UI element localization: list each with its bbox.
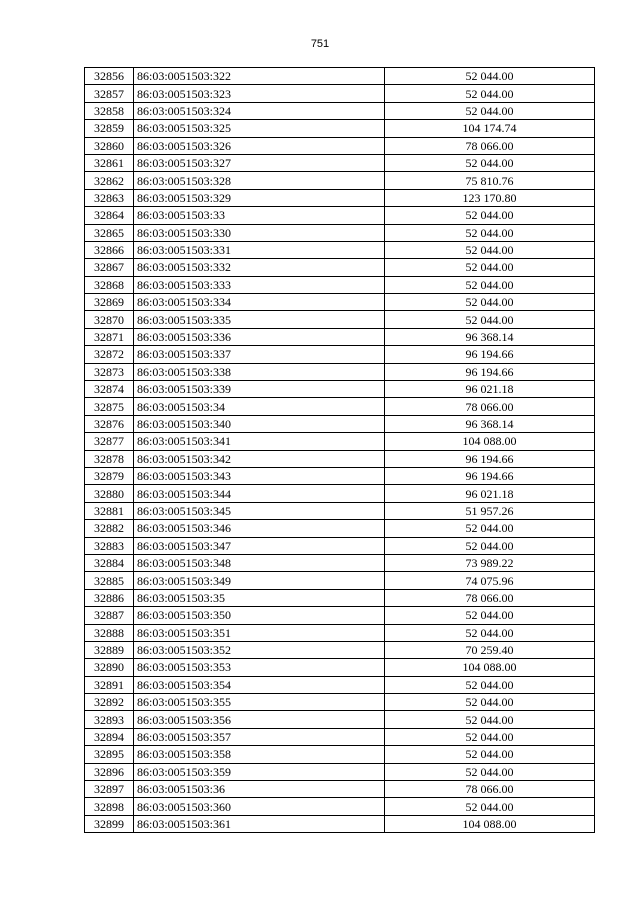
table-row	[85, 85, 595, 102]
table-row	[85, 259, 595, 276]
cadastral-value-cell: 52 044.00	[385, 711, 595, 728]
row-number-cell: 32898	[85, 798, 134, 815]
cadastral-number-cell: 86:03:0051503:357	[134, 728, 385, 745]
table-row	[85, 450, 595, 467]
table-row	[85, 624, 595, 641]
table-row	[85, 311, 595, 328]
table-row	[85, 120, 595, 137]
table-row	[85, 746, 595, 763]
table-row	[85, 68, 595, 85]
row-number-cell: 32895	[85, 746, 134, 763]
table-row	[85, 711, 595, 728]
row-number-cell: 32875	[85, 398, 134, 415]
table-row	[85, 102, 595, 119]
table-row	[85, 641, 595, 658]
cadastral-number-cell: 86:03:0051503:359	[134, 763, 385, 780]
row-number-cell: 32859	[85, 120, 134, 137]
row-number-cell: 32884	[85, 554, 134, 571]
row-number-cell: 32888	[85, 624, 134, 641]
row-number-cell: 32866	[85, 241, 134, 258]
cadastral-value-cell: 96 194.66	[385, 363, 595, 380]
row-number-cell: 32857	[85, 85, 134, 102]
row-number-cell: 32863	[85, 189, 134, 206]
row-number-cell: 32862	[85, 172, 134, 189]
table-row	[85, 189, 595, 206]
table-row	[85, 241, 595, 258]
cadastral-value-cell: 104 088.00	[385, 815, 595, 832]
row-number-cell: 32889	[85, 641, 134, 658]
cadastral-number-cell: 86:03:0051503:322	[134, 68, 385, 85]
row-number-cell: 32872	[85, 346, 134, 363]
cadastral-value-cell: 52 044.00	[385, 676, 595, 693]
table-row	[85, 363, 595, 380]
cadastral-value-cell: 52 044.00	[385, 694, 595, 711]
cadastral-value-cell: 78 066.00	[385, 137, 595, 154]
cadastral-number-cell: 86:03:0051503:327	[134, 154, 385, 171]
table-row	[85, 172, 595, 189]
cadastral-value-cell: 52 044.00	[385, 520, 595, 537]
cadastral-value-cell: 78 066.00	[385, 398, 595, 415]
row-number-cell: 32899	[85, 815, 134, 832]
table-row	[85, 415, 595, 432]
cadastral-value-cell: 70 259.40	[385, 641, 595, 658]
cadastral-number-cell: 86:03:0051503:361	[134, 815, 385, 832]
row-number-cell: 32869	[85, 294, 134, 311]
cadastral-value-cell: 96 368.14	[385, 328, 595, 345]
table-row	[85, 346, 595, 363]
row-number-cell: 32882	[85, 520, 134, 537]
cadastral-value-cell: 104 088.00	[385, 433, 595, 450]
cadastral-value-cell: 96 194.66	[385, 450, 595, 467]
table-row	[85, 294, 595, 311]
row-number-cell: 32893	[85, 711, 134, 728]
row-number-cell: 32870	[85, 311, 134, 328]
table-row	[85, 572, 595, 589]
table-row	[85, 607, 595, 624]
cadastral-value-cell: 96 021.18	[385, 485, 595, 502]
row-number-cell: 32876	[85, 415, 134, 432]
cadastral-value-cell: 52 044.00	[385, 68, 595, 85]
row-number-cell: 32881	[85, 502, 134, 519]
cadastral-number-cell: 86:03:0051503:360	[134, 798, 385, 815]
cadastral-number-cell: 86:03:0051503:352	[134, 641, 385, 658]
row-number-cell: 32894	[85, 728, 134, 745]
row-number-cell: 32890	[85, 659, 134, 676]
cadastral-value-cell: 78 066.00	[385, 781, 595, 798]
row-number-cell: 32865	[85, 224, 134, 241]
row-number-cell: 32856	[85, 68, 134, 85]
cadastral-number-cell: 86:03:0051503:340	[134, 415, 385, 432]
row-number-cell: 32874	[85, 381, 134, 398]
cadastral-value-cell: 52 044.00	[385, 763, 595, 780]
cadastral-number-cell: 86:03:0051503:339	[134, 381, 385, 398]
table-row	[85, 207, 595, 224]
cadastral-number-cell: 86:03:0051503:348	[134, 554, 385, 571]
cadastral-value-cell: 52 044.00	[385, 259, 595, 276]
row-number-cell: 32885	[85, 572, 134, 589]
table-row	[85, 433, 595, 450]
table-row	[85, 728, 595, 745]
cadastral-number-cell: 86:03:0051503:330	[134, 224, 385, 241]
row-number-cell: 32880	[85, 485, 134, 502]
cadastral-value-cell: 123 170.80	[385, 189, 595, 206]
table-row	[85, 381, 595, 398]
cadastral-number-cell: 86:03:0051503:337	[134, 346, 385, 363]
table-row	[85, 781, 595, 798]
cadastral-value-cell: 96 194.66	[385, 346, 595, 363]
row-number-cell: 32886	[85, 589, 134, 606]
cadastral-value-cell: 52 044.00	[385, 276, 595, 293]
row-number-cell: 32877	[85, 433, 134, 450]
row-number-cell: 32896	[85, 763, 134, 780]
cadastral-number-cell: 86:03:0051503:347	[134, 537, 385, 554]
cadastral-number-cell: 86:03:0051503:35	[134, 589, 385, 606]
cadastral-number-cell: 86:03:0051503:354	[134, 676, 385, 693]
cadastral-value-cell: 52 044.00	[385, 607, 595, 624]
cadastral-number-cell: 86:03:0051503:36	[134, 781, 385, 798]
cadastral-number-cell: 86:03:0051503:334	[134, 294, 385, 311]
row-number-cell: 32858	[85, 102, 134, 119]
cadastral-number-cell: 86:03:0051503:336	[134, 328, 385, 345]
cadastral-value-cell: 52 044.00	[385, 224, 595, 241]
cadastral-number-cell: 86:03:0051503:332	[134, 259, 385, 276]
cadastral-value-cell: 52 044.00	[385, 537, 595, 554]
page-number: 751	[310, 38, 330, 50]
cadastral-number-cell: 86:03:0051503:345	[134, 502, 385, 519]
cadastral-value-cell: 52 044.00	[385, 746, 595, 763]
table-row	[85, 554, 595, 571]
cadastral-number-cell: 86:03:0051503:349	[134, 572, 385, 589]
cadastral-number-cell: 86:03:0051503:328	[134, 172, 385, 189]
table-row	[85, 815, 595, 832]
cadastral-value-cell: 104 088.00	[385, 659, 595, 676]
cadastral-number-cell: 86:03:0051503:358	[134, 746, 385, 763]
cadastral-number-cell: 86:03:0051503:326	[134, 137, 385, 154]
table-row	[85, 398, 595, 415]
table-row	[85, 537, 595, 554]
table-body	[85, 68, 595, 833]
row-number-cell: 32883	[85, 537, 134, 554]
cadastral-value-cell: 52 044.00	[385, 207, 595, 224]
cadastral-number-cell: 86:03:0051503:356	[134, 711, 385, 728]
cadastral-number-cell: 86:03:0051503:341	[134, 433, 385, 450]
cadastral-value-cell: 51 957.26	[385, 502, 595, 519]
cadastral-value-cell: 96 368.14	[385, 415, 595, 432]
table-row	[85, 798, 595, 815]
row-number-cell: 32878	[85, 450, 134, 467]
table-row	[85, 676, 595, 693]
cadastral-number-cell: 86:03:0051503:335	[134, 311, 385, 328]
cadastral-value-cell: 74 075.96	[385, 572, 595, 589]
cadastral-value-cell: 96 021.18	[385, 381, 595, 398]
cadastral-number-cell: 86:03:0051503:344	[134, 485, 385, 502]
cadastral-number-cell: 86:03:0051503:350	[134, 607, 385, 624]
table-row	[85, 328, 595, 345]
cadastral-value-cell: 52 044.00	[385, 798, 595, 815]
cadastral-number-cell: 86:03:0051503:355	[134, 694, 385, 711]
table-row	[85, 154, 595, 171]
cadastral-value-table	[84, 67, 595, 833]
row-number-cell: 32879	[85, 467, 134, 484]
cadastral-number-cell: 86:03:0051503:351	[134, 624, 385, 641]
cadastral-number-cell: 86:03:0051503:346	[134, 520, 385, 537]
table-row	[85, 659, 595, 676]
cadastral-value-cell: 52 044.00	[385, 311, 595, 328]
cadastral-value-cell: 52 044.00	[385, 241, 595, 258]
table-row	[85, 502, 595, 519]
cadastral-number-cell: 86:03:0051503:323	[134, 85, 385, 102]
cadastral-number-cell: 86:03:0051503:34	[134, 398, 385, 415]
row-number-cell: 32887	[85, 607, 134, 624]
cadastral-number-cell: 86:03:0051503:338	[134, 363, 385, 380]
table-row	[85, 485, 595, 502]
cadastral-number-cell: 86:03:0051503:342	[134, 450, 385, 467]
cadastral-value-cell: 52 044.00	[385, 102, 595, 119]
cadastral-value-cell: 52 044.00	[385, 154, 595, 171]
table-row	[85, 276, 595, 293]
row-number-cell: 32892	[85, 694, 134, 711]
cadastral-value-cell: 104 174.74	[385, 120, 595, 137]
cadastral-value-cell: 52 044.00	[385, 85, 595, 102]
row-number-cell: 32867	[85, 259, 134, 276]
cadastral-value-cell: 52 044.00	[385, 294, 595, 311]
row-number-cell: 32891	[85, 676, 134, 693]
cadastral-number-cell: 86:03:0051503:333	[134, 276, 385, 293]
cadastral-number-cell: 86:03:0051503:324	[134, 102, 385, 119]
cadastral-value-cell: 52 044.00	[385, 728, 595, 745]
table-row	[85, 763, 595, 780]
cadastral-value-cell: 73 989.22	[385, 554, 595, 571]
cadastral-value-cell: 52 044.00	[385, 624, 595, 641]
table-row	[85, 137, 595, 154]
table-row	[85, 224, 595, 241]
cadastral-number-cell: 86:03:0051503:33	[134, 207, 385, 224]
cadastral-number-cell: 86:03:0051503:329	[134, 189, 385, 206]
row-number-cell: 32861	[85, 154, 134, 171]
row-number-cell: 32860	[85, 137, 134, 154]
row-number-cell: 32873	[85, 363, 134, 380]
cadastral-value-cell: 75 810.76	[385, 172, 595, 189]
row-number-cell: 32868	[85, 276, 134, 293]
cadastral-number-cell: 86:03:0051503:325	[134, 120, 385, 137]
table-row	[85, 694, 595, 711]
cadastral-value-cell: 96 194.66	[385, 467, 595, 484]
row-number-cell: 32871	[85, 328, 134, 345]
table-row	[85, 589, 595, 606]
cadastral-value-cell: 78 066.00	[385, 589, 595, 606]
cadastral-number-cell: 86:03:0051503:331	[134, 241, 385, 258]
row-number-cell: 32864	[85, 207, 134, 224]
table-row	[85, 520, 595, 537]
table-row	[85, 467, 595, 484]
cadastral-number-cell: 86:03:0051503:343	[134, 467, 385, 484]
cadastral-number-cell: 86:03:0051503:353	[134, 659, 385, 676]
row-number-cell: 32897	[85, 781, 134, 798]
